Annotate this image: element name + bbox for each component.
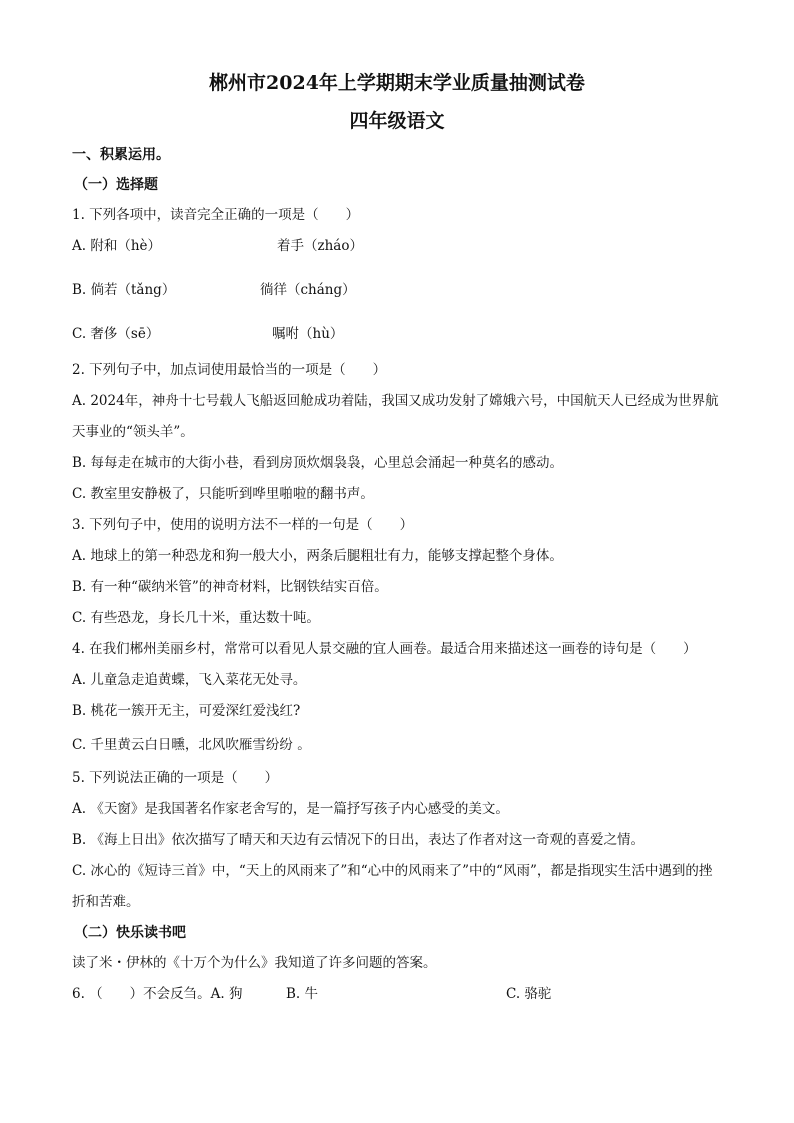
exam-title: 郴州市2024年上学期期末学业质量抽测试卷 — [209, 72, 585, 94]
question-4-stem: 4. 在我们郴州美丽乡村，常常可以看见人景交融的宜人画卷。最适合用来描述这一画卷的诗句是（ ） — [72, 641, 697, 657]
exam-page — [72, 64, 722, 1010]
question-3-option-a: A. 地球上的第一种恐龙和狗一般大小，两条后腿粗壮有力，能够支撑起整个身体。 — [72, 548, 563, 564]
question-1-option-c — [72, 319, 722, 355]
question-6-stem: 6. （ ）不会反刍。A. 狗 — [72, 986, 243, 1002]
question-3-option-c: C. 有些恐龙，身长几十米，重达数十吨。 — [72, 610, 320, 626]
question-6 — [72, 979, 722, 1010]
question-5-option-b: B. 《海上日出》依次描写了晴天和天边有云情况下的日出，表达了作者对这一奇观的喜爱之情。 — [72, 832, 645, 848]
question-1-stem: 1. 下列各项中，读音完全正确的一项是（ ） — [72, 207, 360, 223]
group-title-reading: （二）快乐读书吧 — [74, 925, 186, 941]
question-4-option-a: A. 儿童急走追黄蝶，飞入菜花无处寻。 — [72, 672, 307, 688]
option-c-word2: 嘱咐（hù） — [272, 326, 344, 342]
exam-subtitle: 四年级语文 — [349, 110, 445, 132]
question-4-option-b: B. 桃花一簇开无主，可爱深红爱浅红? — [72, 703, 301, 719]
question-5-option-a: A. 《天窗》是我国著名作家老舍写的，是一篇抒写孩子内心感受的美文。 — [72, 801, 509, 817]
question-3-option-b: B. 有一种“碳纳米管”的神奇材料，比钢铁结实百倍。 — [72, 579, 388, 595]
group-title-choice: （一）选择题 — [74, 177, 158, 193]
reading-intro: 读了米・伊林的《十万个为什么》我知道了许多问题的答案。 — [72, 955, 437, 971]
question-6-option-c: C. 骆驼 — [506, 986, 552, 1002]
option-a-word2: 着手（zháo） — [277, 238, 363, 254]
question-3-stem: 3. 下列句子中，使用的说明方法不一样的一句是（ ） — [72, 517, 414, 533]
question-1-option-b — [72, 275, 722, 319]
question-2-option-c: C. 教室里安静极了，只能听到哗里啪啦的翻书声。 — [72, 486, 374, 502]
question-1-option-a — [72, 231, 722, 275]
option-b-word1: B. 倘若（tǎng） — [72, 282, 176, 298]
question-4-option-c: C. 千里黄云白日曛，北风吹雁雪纷纷 。 — [72, 737, 311, 753]
section-title: 一、积累运用。 — [72, 147, 170, 163]
question-6-option-b: B. 牛 — [286, 986, 319, 1002]
question-2-option-b: B. 每每走在城市的大街小巷，看到房顶炊烟袅袅，心里总会涌起一种莫名的感动。 — [72, 455, 564, 471]
option-a-word1: A. 附和（hè） — [72, 238, 162, 254]
option-c-word1: C. 奢侈（sē） — [72, 326, 160, 342]
question-2-stem: 2. 下列句子中，加点词使用最恰当的一项是（ ） — [72, 362, 387, 378]
question-2-option-a: A. 2024年，神舟十七号载人飞船返回舱成功着陆，我国又成功发射了嫦娥六号，中国航天人已经成为世界航天事业的“领头羊”。 — [72, 393, 719, 440]
question-5-option-c: C. 冰心的《短诗三首》中，“天上的风雨来了”和“心中的风雨来了”中的“风雨”，都是指现实生活中遇到的挫折和苦难。 — [72, 863, 713, 910]
question-5-stem: 5. 下列说法正确的一项是（ ） — [72, 770, 279, 786]
option-b-word2: 徜徉（cháng） — [260, 282, 356, 298]
